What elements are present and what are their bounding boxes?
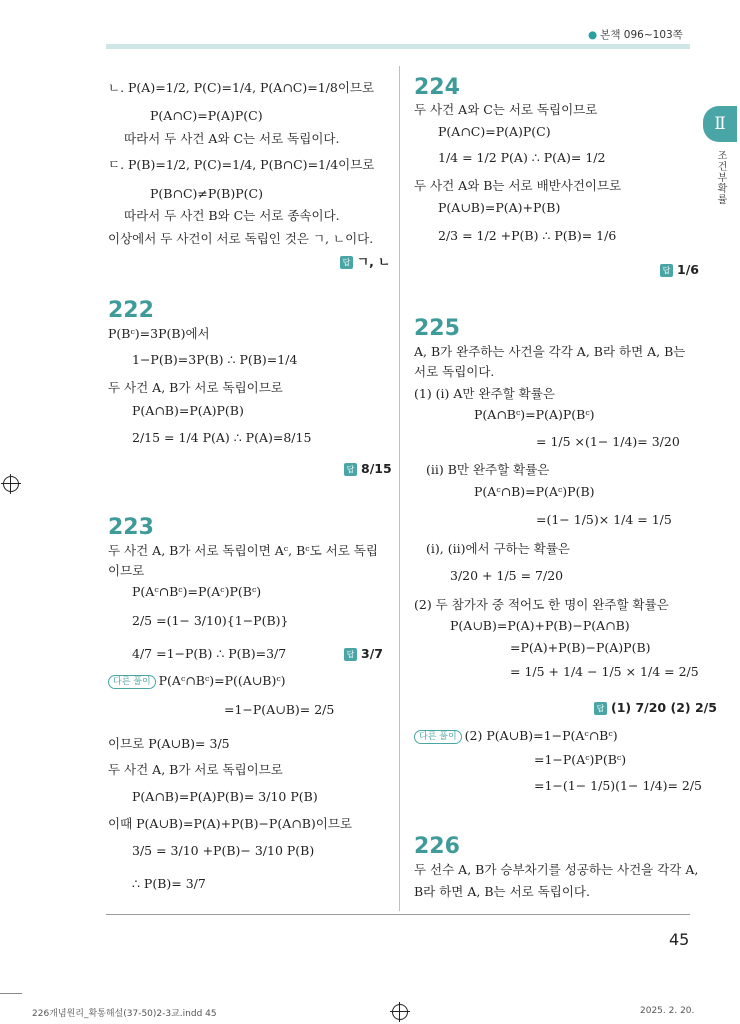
crop-mark — [0, 993, 22, 994]
answer: 답 1/6 — [660, 262, 699, 278]
line: 이므로 — [108, 563, 145, 578]
bottom-rule — [106, 914, 690, 915]
chapter-tab: Ⅱ — [703, 106, 737, 142]
answer: 답 8/15 — [344, 461, 392, 477]
problem-number: 222 — [108, 298, 154, 323]
problem-number: 223 — [108, 515, 154, 540]
line: 두 선수 A, B가 승부차기를 성공하는 사건을 각각 A, — [414, 862, 699, 877]
alt-solution: 다른 풀이 P(Aᶜ∩Bᶜ)=P((A∪B)ᶜ) — [108, 673, 286, 689]
page-reference: ● 본책 096~103쪽 — [588, 29, 683, 41]
line: 3/20 + 1/5 = 7/20 — [450, 568, 564, 583]
registration-mark-icon — [3, 476, 19, 492]
line: (ⅰ), (ⅱ)에서 구하는 확률은 — [426, 541, 570, 556]
answer: 답 (1) 7/20 (2) 2/5 — [594, 700, 717, 716]
line: 4/7 =1−P(B) ∴ P(B)=3/7 — [132, 646, 287, 661]
line: 서로 독립이다. — [414, 364, 495, 379]
line: 두 사건 A와 B는 서로 배반사건이므로 — [414, 178, 622, 193]
line: (ⅱ) B만 완주할 확률은 — [426, 462, 550, 477]
line: P(Bᶜ)=3P(B)에서 — [108, 326, 210, 341]
line: 두 사건 A, B가 서로 독립이므로 — [108, 762, 283, 777]
line: 2/3 = 1/2 +P(B) ∴ P(B)= 1/6 — [438, 228, 617, 243]
line: P(Aᶜ∩Bᶜ)=P(Aᶜ)P(Bᶜ) — [132, 584, 262, 599]
line: =1−P(A∪B)= 2/5 — [224, 702, 335, 717]
column-divider — [399, 66, 400, 911]
line: =1−P(Aᶜ)P(Bᶜ) — [534, 752, 627, 767]
header-bar — [106, 44, 690, 49]
line: = 1/5 ×(1− 1/4)= 3/20 — [536, 434, 680, 449]
line: 2/5 =(1− 3/10){1−P(B)} — [132, 613, 289, 628]
answer-icon: 답 — [340, 256, 353, 269]
file-info: 226개념원리_확통해설(37-50)2-3교.indd 45 — [32, 1009, 217, 1019]
line: P(A∪B)=P(A)+P(B) — [438, 200, 561, 215]
line: ∴ P(B)= 3/7 — [132, 876, 206, 891]
line: =P(A)+P(B)−P(A)P(B) — [510, 640, 651, 655]
answer: 답 3/7 — [344, 646, 383, 662]
line: 1/4 = 1/2 P(A) ∴ P(A)= 1/2 — [438, 150, 606, 165]
line: (1) (ⅰ) A만 완주할 확률은 — [414, 386, 555, 401]
line: P(A∩Bᶜ)=P(A)P(Bᶜ) — [474, 407, 595, 422]
alt-solution-badge: 다른 풀이 — [414, 730, 462, 744]
line: ㄷ. P(B)=1/2, P(C)=1/4, P(B∩C)=1/4이므로 — [108, 157, 375, 172]
line: = 1/5 + 1/4 − 1/5 × 1/4 = 2/5 — [510, 664, 699, 679]
registration-mark-icon — [392, 1004, 408, 1020]
line: 2/15 = 1/4 P(A) ∴ P(A)=8/15 — [132, 430, 312, 445]
line: P(B∩C)≠P(B)P(C) — [150, 186, 263, 201]
line: =1−(1− 1/5)(1− 1/4)= 2/5 — [534, 778, 703, 793]
answer-icon: 답 — [660, 264, 673, 277]
page-number: 45 — [669, 930, 690, 949]
line: 1−P(B)=3P(B) ∴ P(B)=1/4 — [132, 352, 298, 367]
answer-icon: 답 — [344, 463, 357, 476]
line: =(1− 1/5)× 1/4 = 1/5 — [536, 512, 672, 527]
line: A, B가 완주하는 사건을 각각 A, B라 하면 A, B는 — [414, 344, 686, 359]
line: (2) 두 참가자 중 적어도 한 명이 완주할 확률은 — [414, 597, 669, 612]
chapter-label: 조건부확률 — [715, 150, 726, 205]
line: 두 사건 A와 C는 서로 독립이므로 — [414, 102, 598, 117]
line: P(Aᶜ∩B)=P(Aᶜ)P(B) — [474, 484, 595, 499]
alt-solution-badge: 다른 풀이 — [108, 675, 156, 689]
alt-solution: 다른 풀이 (2) P(A∪B)=1−P(Aᶜ∩Bᶜ) — [414, 728, 618, 744]
line: P(A∩C)=P(A)P(C) — [150, 108, 263, 123]
line: B라 하면 A, B는 서로 독립이다. — [414, 884, 590, 899]
answer-icon: 답 — [344, 648, 357, 661]
line: 이상에서 두 사건이 서로 독립인 것은 ㄱ, ㄴ이다. — [108, 231, 374, 246]
answer-icon: 답 — [594, 702, 607, 715]
problem-number: 226 — [414, 834, 460, 859]
line: P(A∪B)=P(A)+P(B)−P(A∩B) — [450, 618, 630, 633]
problem-number: 224 — [414, 75, 460, 100]
line: P(A∩B)=P(A)P(B)= 3/10 P(B) — [132, 789, 318, 804]
line: 이때 P(A∪B)=P(A)+P(B)−P(A∩B)이므로 — [108, 816, 353, 831]
line: P(A∩C)=P(A)P(C) — [438, 124, 551, 139]
answer: 답 ㄱ, ㄴ — [340, 254, 390, 270]
line: P(A∩B)=P(A)P(B) — [132, 403, 244, 418]
line: 따라서 두 사건 A와 C는 서로 독립이다. — [124, 131, 340, 146]
line: 두 사건 A, B가 서로 독립이므로 — [108, 380, 283, 395]
line: 이므로 P(A∪B)= 3/5 — [108, 736, 230, 751]
line: 따라서 두 사건 B와 C는 서로 종속이다. — [124, 208, 340, 223]
problem-number: 225 — [414, 316, 460, 341]
line: ㄴ. P(A)=1/2, P(C)=1/4, P(A∩C)=1/8이므로 — [108, 80, 375, 95]
line: 3/5 = 3/10 +P(B)− 3/10 P(B) — [132, 843, 315, 858]
line: 두 사건 A, B가 서로 독립이면 Aᶜ, Bᶜ도 서로 독립 — [108, 543, 378, 558]
print-date: 2025. 2. 20. — [640, 1006, 695, 1016]
